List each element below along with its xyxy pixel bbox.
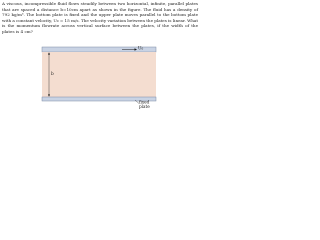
problem-statement: A viscous, incompressible fluid flows steadily between two horizontal, infinite, parallel plates that are spaced a distance b=10cm apart as shown in the figure. The fluid has a density of 792 kg/m³. The bottom plate is fixed and the upper plate moves parallel to the bottom plate with a constant velocity, U₀ = 15 m/s. The velocity variation between the plates is linear. What is the momentum flowrate across vertical surface between the plates, if the width of the plates is 4 cm? — [2, 1, 198, 34]
fixed-plate-label-line2: plate — [139, 104, 150, 109]
plate-flow-figure — [38, 45, 162, 109]
velocity-label: U₀ — [138, 45, 144, 51]
gap-label: b — [51, 71, 54, 76]
fixed-plate-label-line1: fixed — [139, 99, 150, 105]
fluid-region — [42, 52, 156, 97]
